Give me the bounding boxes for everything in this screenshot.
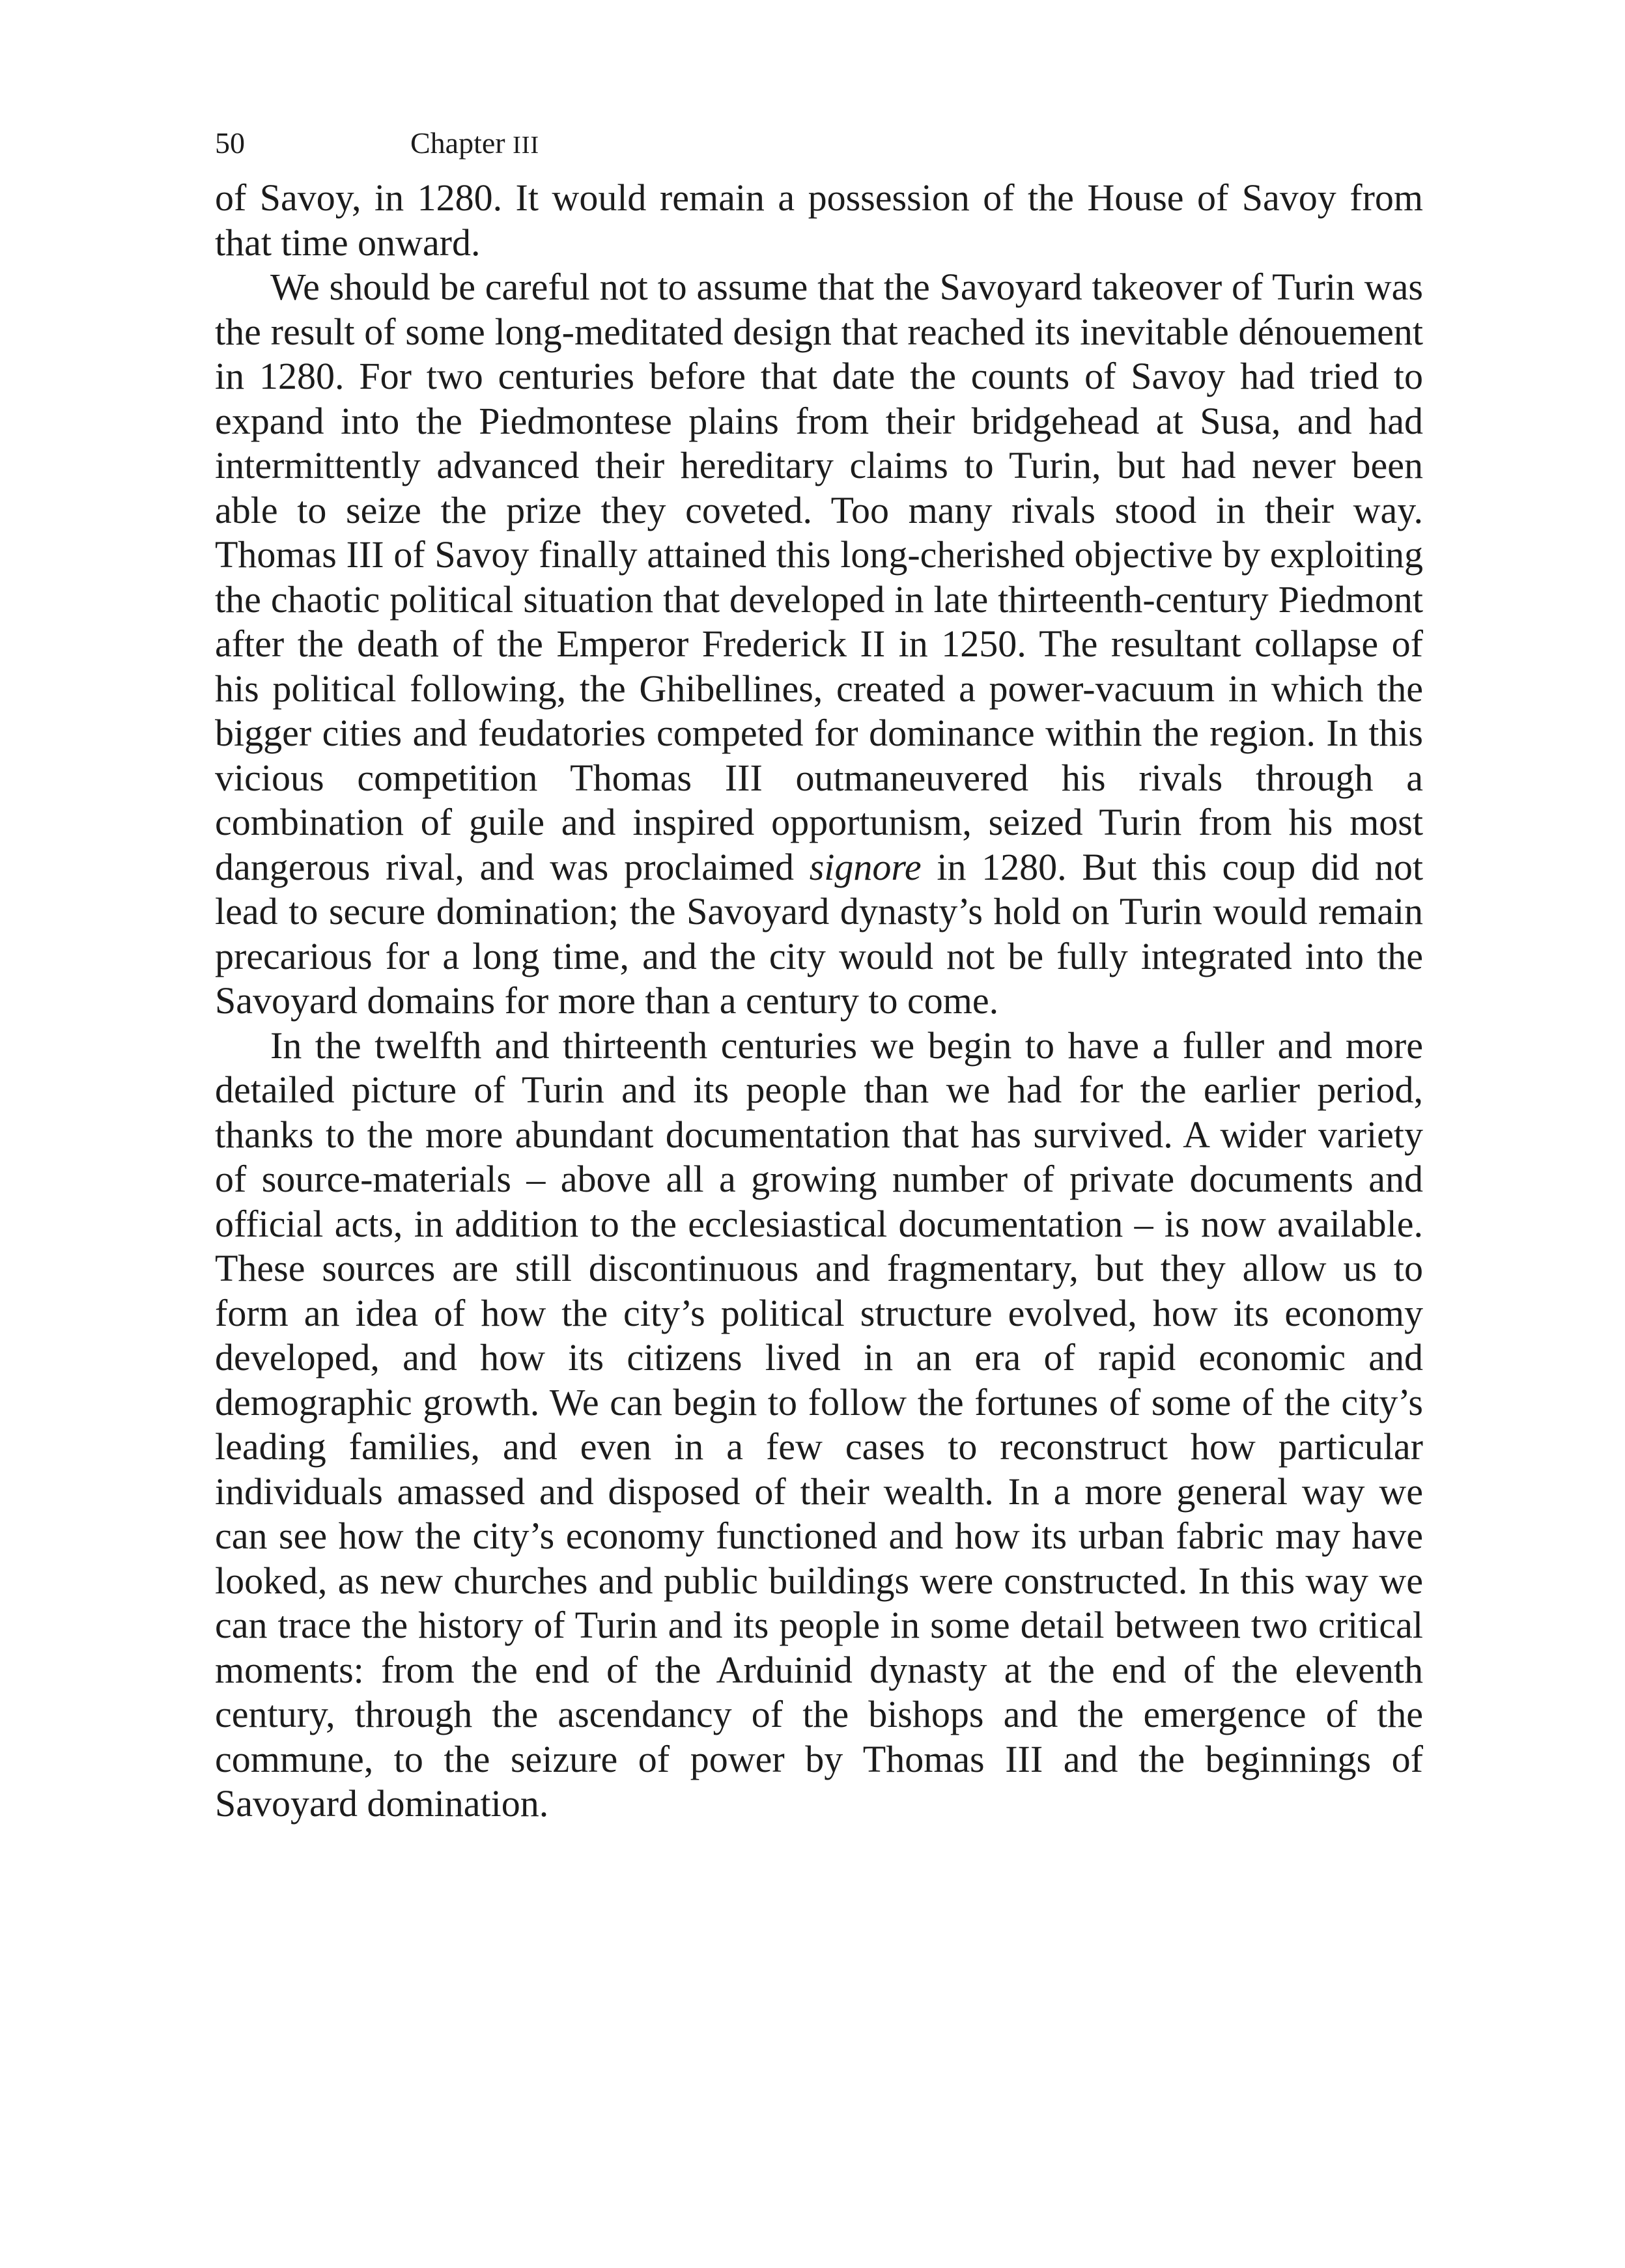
page-number: 50: [215, 126, 245, 160]
paragraph-text-part: in 1280. But this coup did not lead to secure domination; the Savoyard dynasty’s hold on Turin would remain precarious for a long time, and the city would not be fully integrated into the Savoyard domains for more than a century to come.: [215, 845, 1423, 1022]
chapter-title: [410, 126, 539, 160]
paragraph-twelfth-thirteenth-centuries: In the twelfth and thirteenth centuries we begin to have a fuller and more detailed picture of Turin and its people than we had for the earlier period, thanks to the more abundant documentation that has survived. A wider variety of source-materials – above all a growing number of private documents and official acts, in addition to the ecclesiastical documentation – is now available. These sources are still discontinuous and fragmentary, but they allow us to form an idea of how the city’s political structure evolved, how its economy developed, and how its citizens lived in an era of rapid economic and demographic growth. We can begin to follow the fortunes of some of the city’s leading families, and even in a few cases to reconstruct how particular individuals amassed and disposed of their wealth. In a more general way we can see how the city’s economy functioned and how its urban fabric may have looked, as new churches and public buildings were constructed. In this way we can trace the history of Turin and its people in some detail between two critical moments: from the end of the Arduinid dynasty at the end of the eleventh century, through the ascendancy of the bishops and the emergence of the commune, to the seizure of power by Thomas III and the beginnings of Savoyard domination.: [215, 1024, 1423, 1825]
paragraph-savoyard-takeover: [215, 265, 1423, 1024]
body-text: [215, 176, 1423, 1827]
book-page: [215, 124, 1423, 1827]
paragraph-continued: of Savoy, in 1280. It would remain a possession of the House of Savoy from that time onward.: [215, 176, 1423, 264]
chapter-numeral: III: [513, 132, 540, 159]
chapter-label: Chapter: [410, 126, 505, 160]
paragraph-text-part: We should be careful not to assume that the Savoyard takeover of Turin was the result of some long-meditated design that reached its inevitable dénouement in 1280. For two centuries before that date the counts of Savoy had tried to expand into the Piedmontese plains from their bridgehead at Susa, and had intermittently advanced their hereditary claims to Turin, but had never been able to seize the prize they coveted. Too many rivals stood in their way. Thomas III of Savoy finally attained this long-cherished objective by exploiting the chaotic political situation that developed in late thirteenth-century Piedmont after the death of the Emperor Frederick II in 1250. The resultant collapse of his political following, the Ghibellines, created a power-vacuum in which the bigger cities and feudatories competed for dominance within the region. In this vicious competition Thomas III outmaneuvered his rivals through a combination of guile and inspired opportunism, seized Turin from his most dangerous rival, and was proclaimed: [215, 266, 1423, 888]
italic-term-signore: signore: [809, 845, 922, 888]
running-head: [215, 124, 1423, 163]
